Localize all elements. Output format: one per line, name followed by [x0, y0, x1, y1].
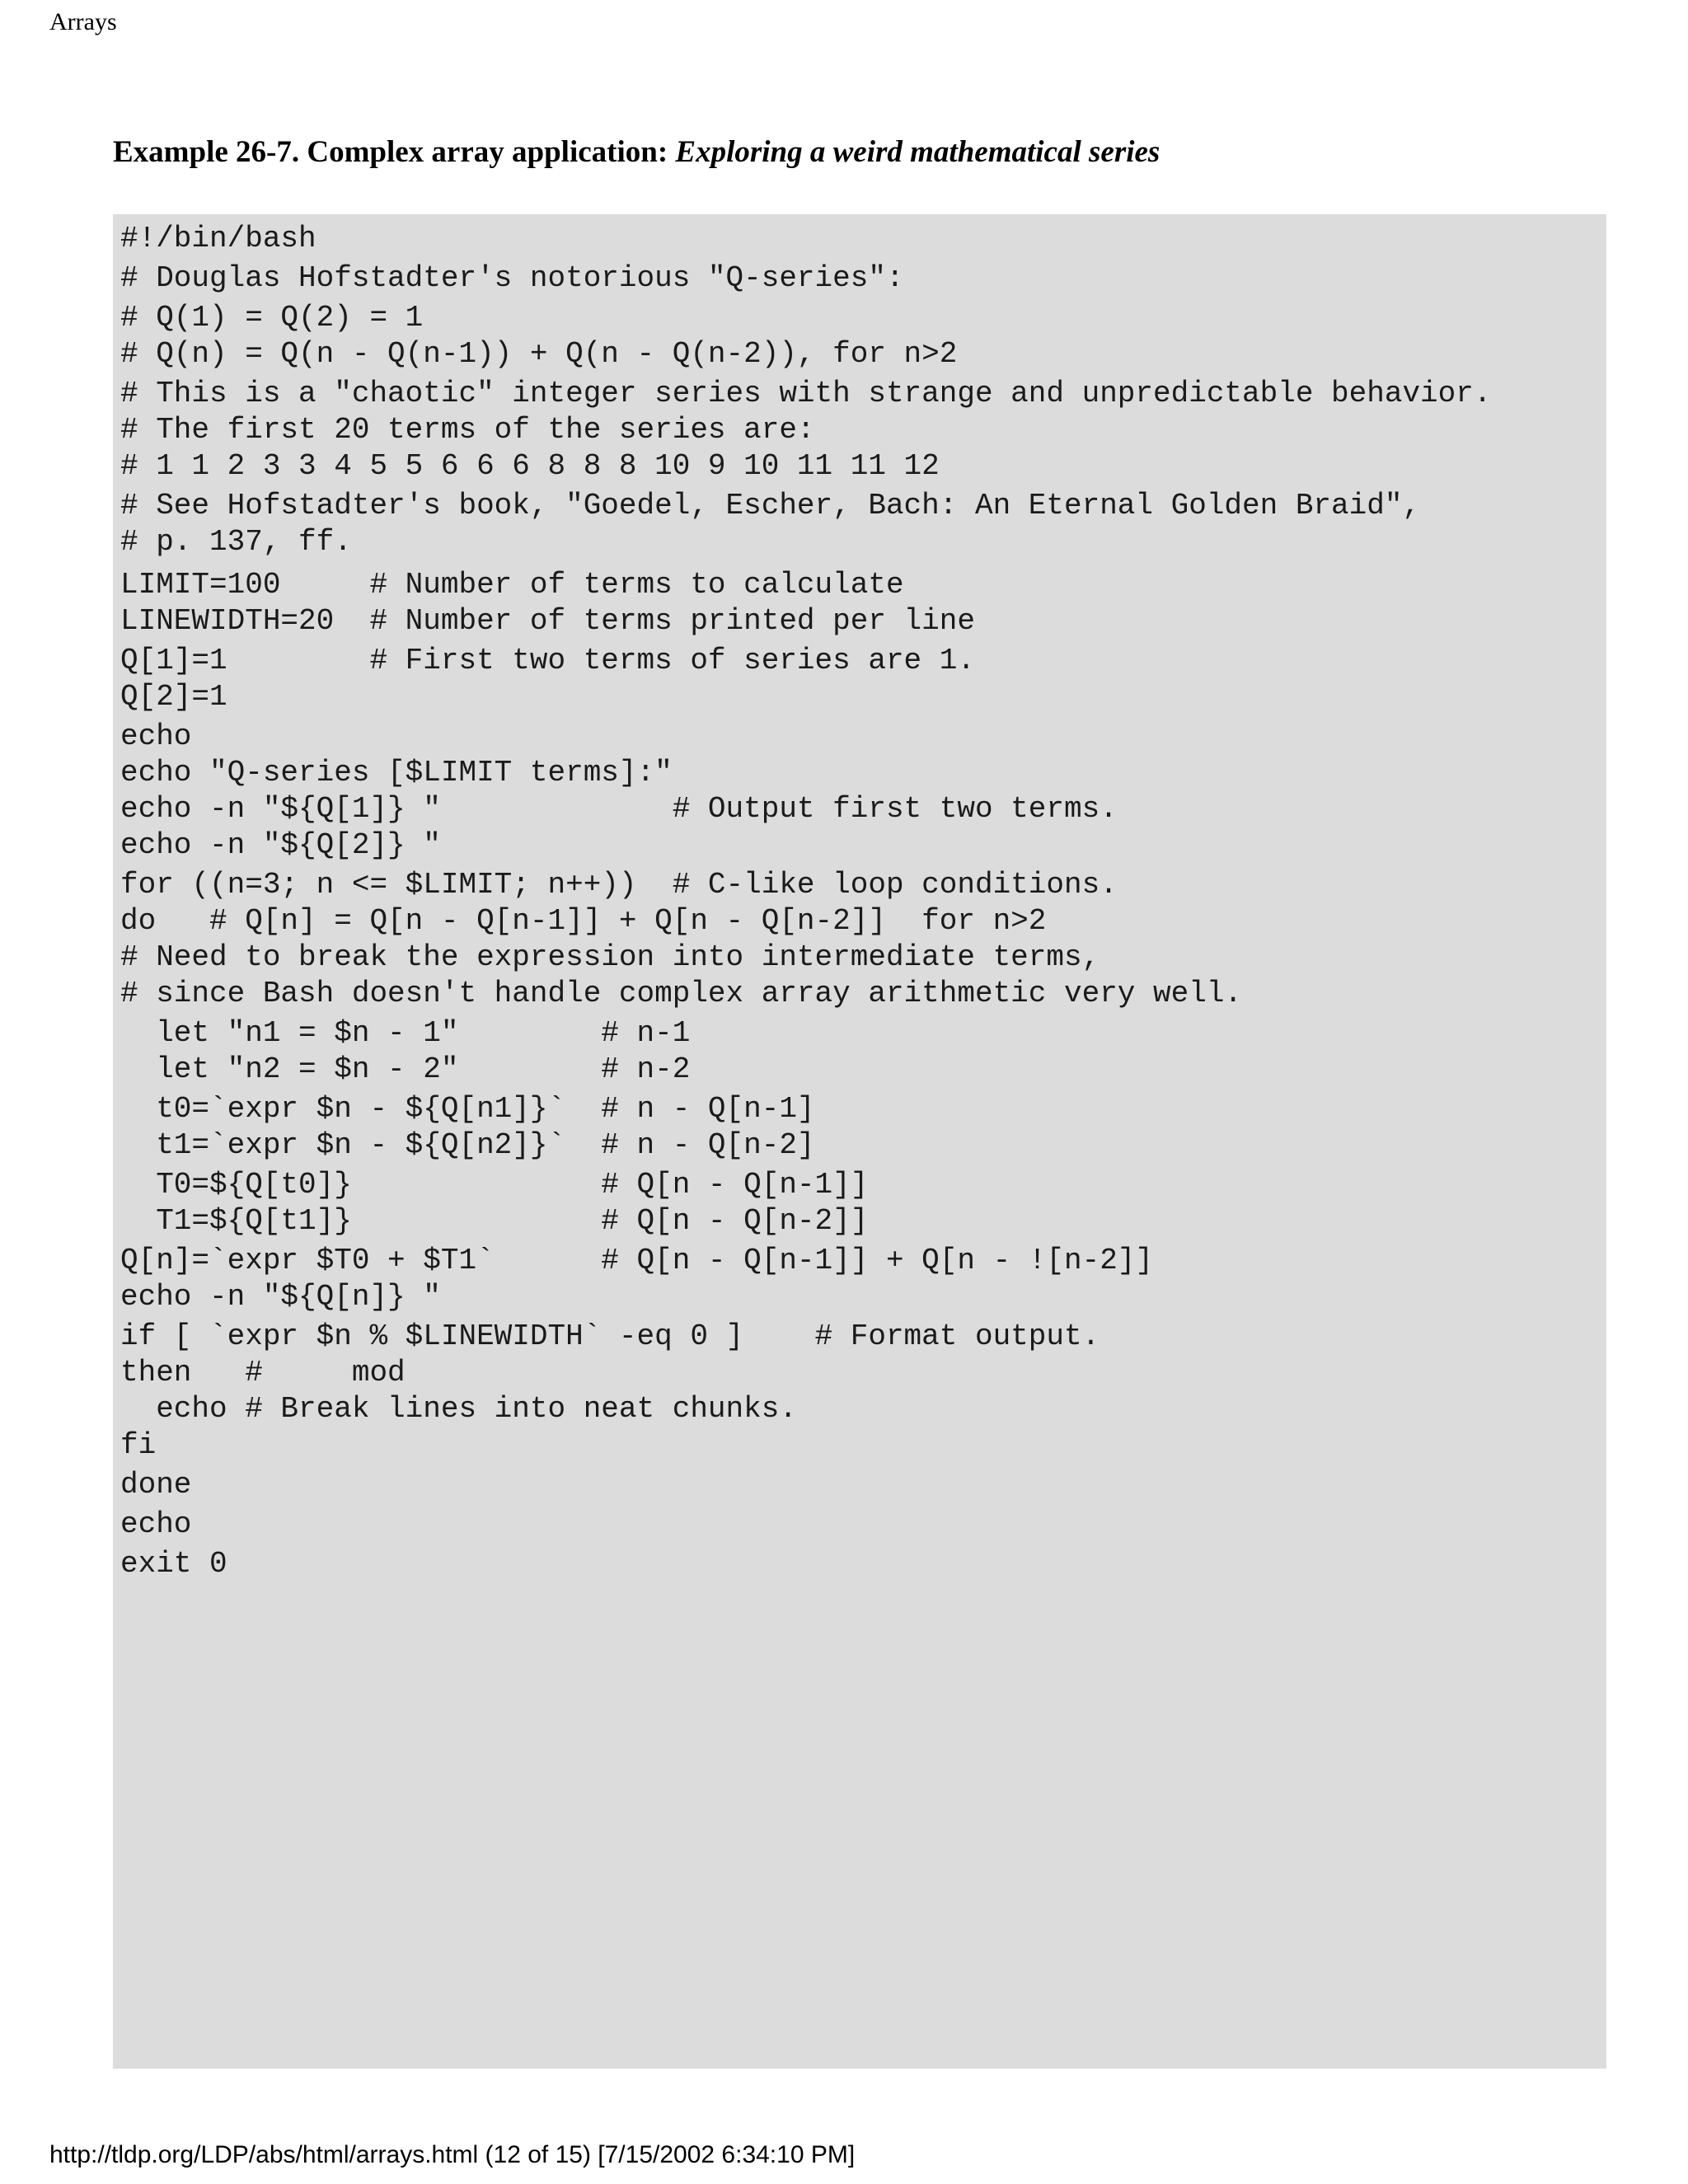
code-line: # See Hofstadter's book, "Goedel, Escher, Bach: An Eternal Golden Braid",	[120, 489, 1421, 523]
code-line: #!/bin/bash	[120, 222, 316, 255]
code-line: t0=`expr $n - ${Q[n1]}` # n - Q[n-1]	[120, 1092, 815, 1126]
example-title-prefix: Example 26-7. Complex array application:	[113, 135, 676, 169]
code-line: Q[1]=1 # First two terms of series are 1.	[120, 644, 975, 677]
code-line: # 1 1 2 3 3 4 5 5 6 6 6 8 8 8 10 9 10 11 11 12	[120, 449, 940, 483]
code-line: echo -n "${Q[n]} "	[120, 1280, 441, 1314]
code-line: for ((n=3; n <= $LIMIT; n++)) # C-like loop conditions.	[120, 868, 1118, 902]
code-line: echo # Break lines into neat chunks.	[120, 1392, 797, 1426]
code-listing-box	[113, 214, 1606, 2069]
code-line: then # mod	[120, 1356, 406, 1390]
code-line: echo	[120, 1507, 192, 1541]
code-line: let "n1 = $n - 1" # n-1	[120, 1016, 691, 1050]
code-line: exit 0	[120, 1547, 227, 1581]
code-line: let "n2 = $n - 2" # n-2	[120, 1052, 691, 1086]
code-listing	[120, 221, 1606, 1582]
code-line: Q[n]=`expr $T0 + $T1` # Q[n - Q[n-1]] + Q[n - ![n-2]]	[120, 1244, 1154, 1277]
code-line: if [ `expr $n % $LINEWIDTH` -eq 0 ] # Format output.	[120, 1319, 1100, 1353]
example-title	[113, 134, 1160, 170]
code-line: echo -n "${Q[2]} "	[120, 828, 441, 862]
code-line: # p. 137, ff.	[120, 525, 352, 559]
code-line: echo	[120, 719, 192, 753]
code-line: # Douglas Hofstadter's notorious "Q-series":	[120, 261, 904, 295]
code-line: # Q(n) = Q(n - Q(n-1)) + Q(n - Q(n-2)), for n>2	[120, 337, 958, 371]
code-line: done	[120, 1468, 192, 1502]
code-line: do # Q[n] = Q[n - Q[n-1]] + Q[n - Q[n-2]] for n>2	[120, 904, 1047, 938]
code-line: Q[2]=1	[120, 680, 227, 714]
code-line: # This is a "chaotic" integer series with strange and unpredictable behavior.	[120, 377, 1492, 410]
code-line: echo -n "${Q[1]} " # Output first two terms.	[120, 792, 1118, 826]
code-line: echo "Q-series [$LIMIT terms]:"	[120, 756, 673, 790]
code-line: t1=`expr $n - ${Q[n2]}` # n - Q[n-2]	[120, 1128, 815, 1162]
running-header: Arrays	[49, 8, 117, 35]
code-line: # Q(1) = Q(2) = 1	[120, 301, 424, 335]
code-line: LINEWIDTH=20 # Number of terms printed per line	[120, 604, 975, 638]
code-line: T0=${Q[t0]} # Q[n - Q[n-1]]	[120, 1168, 869, 1202]
code-line: fi	[120, 1428, 157, 1462]
code-line: # The first 20 terms of the series are:	[120, 413, 815, 447]
code-line: LIMIT=100 # Number of terms to calculate	[120, 568, 904, 602]
example-title-emphasis: Exploring a weird mathematical series	[675, 135, 1160, 169]
code-line: # since Bash doesn't handle complex array arithmetic very well.	[120, 977, 1243, 1010]
page-footer: http://tldp.org/LDP/abs/html/arrays.html (12 of 15) [7/15/2002 6:34:10 PM]	[49, 2141, 856, 2168]
code-line: T1=${Q[t1]} # Q[n - Q[n-2]]	[120, 1204, 869, 1238]
code-line: # Need to break the expression into intermediate terms,	[120, 940, 1100, 974]
